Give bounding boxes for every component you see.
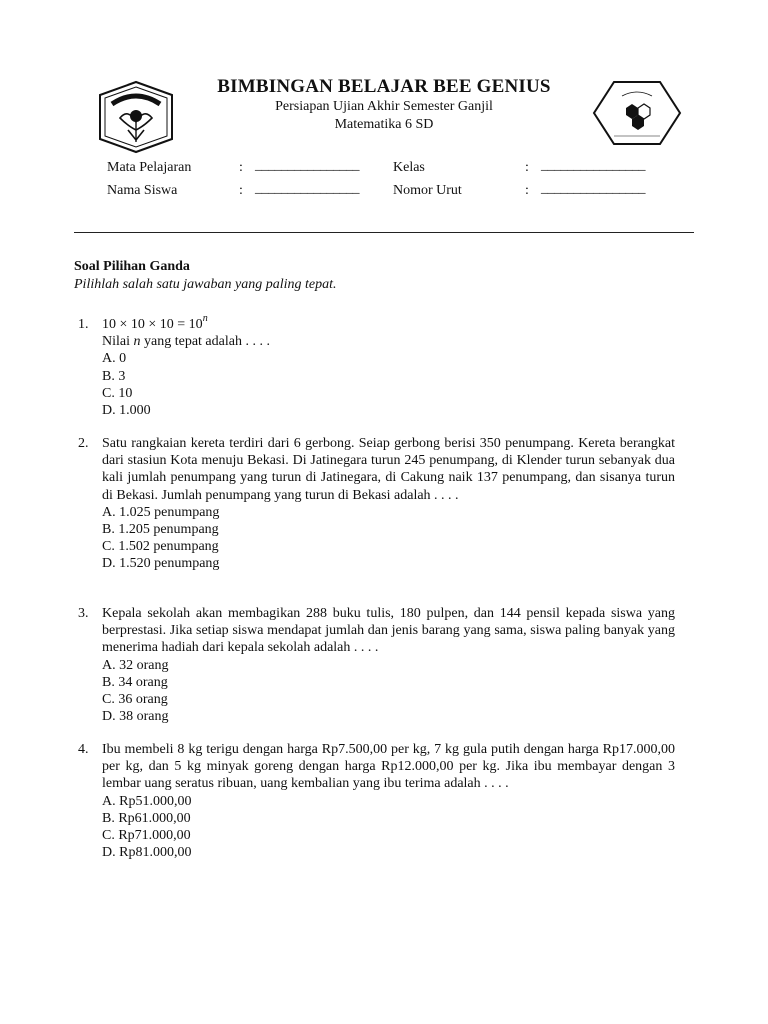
question-number: 1. [78,317,89,332]
question-stem: Kepala sekolah akan membagikan 288 buku tulis, 180 pulpen, dan 144 pensil kepada siswa yang berprestasi. Jika setiap siswa mendapat jumlah dan jenis barang yang sama, siswa paling banyak yang menerima hadiah dari kepala sekolah adalah . . . . [102,606,675,656]
colon: : [525,183,529,198]
page-title: BIMBINGAN BELAJAR BEE GENIUS [217,76,551,97]
answer-option-a[interactable]: A. 32 orang [102,657,169,673]
answer-option-c[interactable]: C. 1.502 penumpang [102,539,219,555]
question-number: 3. [78,606,89,621]
nama-siswa-blank[interactable]: ________________ [255,181,359,196]
colon: : [525,160,529,175]
question-stem: Ibu membeli 8 kg terigu dengan harga Rp7.500,00 per kg, 7 kg gula putih dengan harga Rp17.000,00 per kg, dan 5 kg minyak goreng dengan harga Rp12.000,00 per kg. Jika ibu membayar dengan 3 lembar uang seratus ribuan, uang kembalian yang ibu terima adalah . . . . [102,742,675,792]
answer-option-d[interactable]: D. Rp81.000,00 [102,845,192,861]
mata-pelajaran-blank[interactable]: ________________ [255,158,359,173]
question-stem: Satu rangkaian kereta terdiri dari 6 gerbong. Seiap gerbong berisi 350 penumpang. Kereta berangkat dari stasiun Kota menuju Bekasi. Di Jatinegara turun 245 penumpang, di Klender turun sebanyak dua kali jumlah penumpang yang turun di Jatinegara, di Cakung naik 137 penumpang, dan sisanya turun di Bekasi. Jumlah penumpang yang turun di Bekasi adalah . . . . [102,436,675,503]
subject-grade: Matematika 6 SD [334,117,434,132]
nomor-urut-label: Nomor Urut [393,183,462,198]
nama-siswa-label: Nama Siswa [107,183,178,198]
answer-option-d[interactable]: D. 1.000 [102,403,151,419]
kelas-blank[interactable]: ________________ [541,158,645,173]
header-divider [74,232,694,233]
answer-option-b[interactable]: B. 34 orang [102,674,168,690]
answer-option-d[interactable]: D. 38 orang [102,709,169,725]
kelas-label: Kelas [393,160,425,175]
answer-option-c[interactable]: C. Rp71.000,00 [102,828,191,844]
answer-option-a[interactable]: A. Rp51.000,00 [102,793,192,809]
nomor-urut-blank[interactable]: ________________ [541,181,645,196]
question-stem: Nilai n yang tepat adalah . . . . [102,334,270,350]
instructions: Pilihlah salah satu jawaban yang paling tepat. [74,277,337,292]
answer-option-c[interactable]: C. 10 [102,385,133,401]
mata-pelajaran-label: Mata Pelajaran [107,160,192,175]
answer-option-d[interactable]: D. 1.520 penumpang [102,556,220,572]
section-title: Soal Pilihan Ganda [74,259,190,274]
question-number: 4. [78,742,89,757]
question-number: 2. [78,436,89,451]
answer-option-c[interactable]: C. 36 orang [102,692,168,708]
colon: : [239,183,243,198]
question-equation: $10 \times 10 \times 10 = 10^n$ [102,313,208,332]
answer-option-a[interactable]: A. 0 [102,351,127,367]
answer-option-b[interactable]: B. 1.205 penumpang [102,522,219,538]
answer-option-b[interactable]: B. Rp61.000,00 [102,810,191,826]
answer-option-a[interactable]: A. 1.025 penumpang [102,504,220,520]
colon: : [239,160,243,175]
answer-option-b[interactable]: B. 3 [102,368,126,384]
exam-subtitle: Persiapan Ujian Akhir Semester Ganjil [275,99,493,114]
